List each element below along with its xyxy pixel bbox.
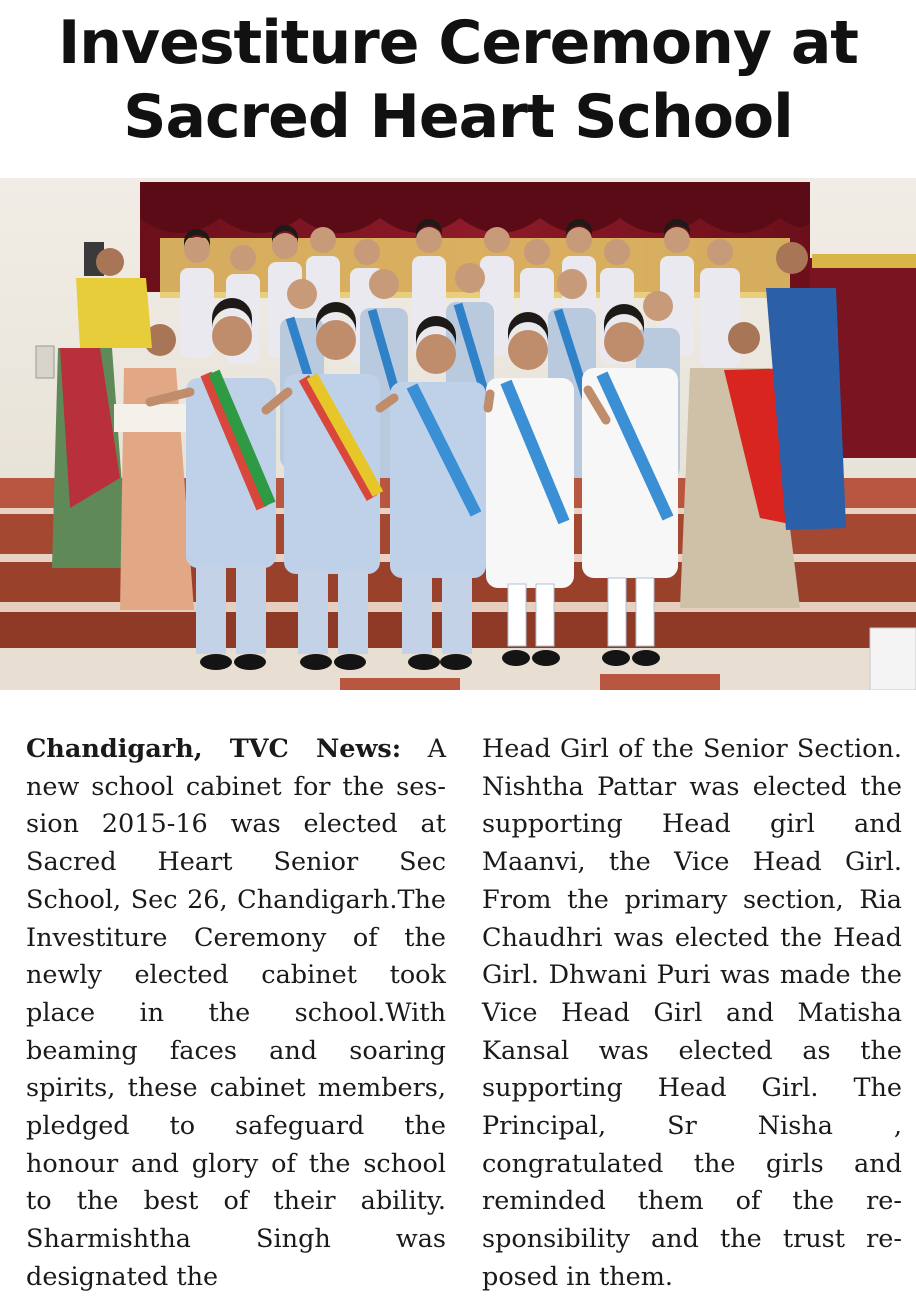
headline bbox=[0, 0, 916, 170]
headline-line-1: Investiture Ceremony at bbox=[57, 8, 858, 78]
ceremony-photo bbox=[0, 178, 916, 690]
side-valance bbox=[812, 254, 916, 268]
column-2-text: Head Girl of the Senior Section. Nishtha Pattar was elected the supporting Head girl and Maanvi, the Vice Head Girl. From the primary section, Ria Chaudhri was elected the Head Girl. Dhwani Puri was made the Vice Head Girl and Matisha Kansal was elected as the supporting Head Girl. The Principal, Sr Nisha , congratulated the girls and reminded them of the responsibility and the trust reposed in them. bbox=[482, 734, 902, 1292]
article-body bbox=[26, 731, 904, 1296]
dateline: Chandigarh, TVC News: bbox=[26, 734, 402, 764]
article-column-1 bbox=[26, 731, 446, 1296]
switchboard bbox=[36, 346, 54, 378]
headline-line-2: Sacred Heart School bbox=[123, 82, 793, 152]
column-1-text: A new school cabinet for the session 2015-16 was elected at Sacred Heart Senior Sec School, Sec 26, Chandigarh.The Investiture Ceremony of the newly elected cabinet took place in the school.With beaming faces and soaring spirits, these cabinet members, pledged to safeguard the honour and glory of the school to the best of their ability. Sharmishtha Singh was designated the bbox=[26, 734, 447, 1292]
chair bbox=[870, 628, 916, 690]
article-column-2 bbox=[482, 731, 902, 1296]
ceremony-photo-illustration bbox=[0, 178, 916, 690]
